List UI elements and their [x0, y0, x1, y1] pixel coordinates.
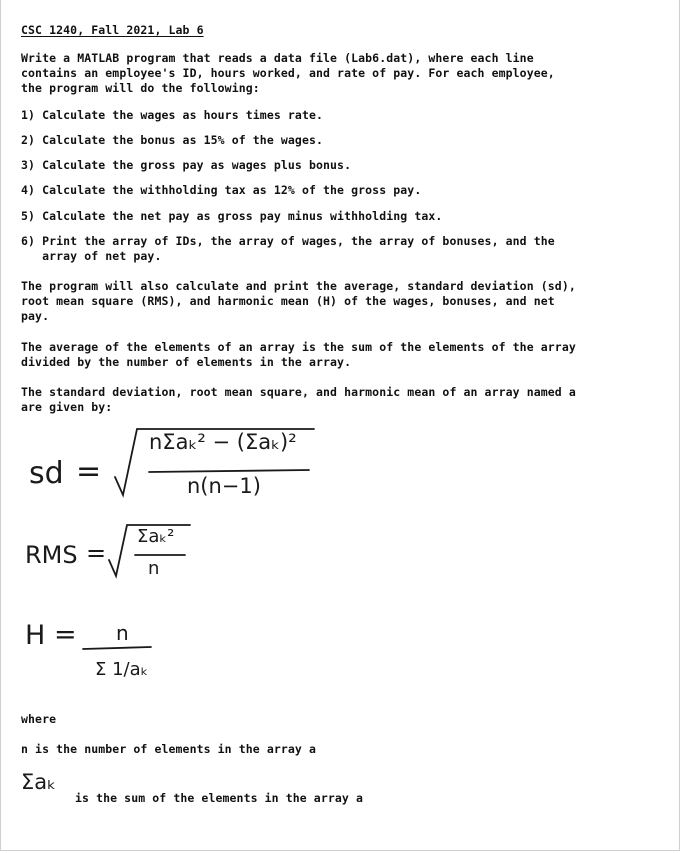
step-5: 5) Calculate the net pay as gross pay minus withholding tax.	[21, 209, 443, 223]
stats-line-2: root mean square (RMS), and harmonic mean (H) of the wages, bonuses, and net	[21, 294, 555, 308]
stats-line-1: The program will also calculate and print the average, standard deviation (sd),	[21, 279, 576, 293]
h-equals: =	[54, 619, 77, 650]
where-label: where	[21, 712, 57, 726]
intro-line-2: contains an employee's ID, hours worked, and rate of pay. For each employee,	[21, 66, 555, 80]
sd-numerator: nΣaₖ² − (Σaₖ)²	[149, 430, 297, 454]
intro-line-3: the program will do the following:	[21, 81, 260, 95]
step-4: 4) Calculate the withholding tax as 12% of the gross pay.	[21, 183, 422, 197]
formulas-intro-line-1: The standard deviation, root mean square, and harmonic mean of an array named a	[21, 385, 576, 399]
rms-denominator: n	[148, 558, 160, 579]
step-1: 1) Calculate the wages as hours times rate.	[21, 108, 324, 122]
step-2: 2) Calculate the bonus as 15% of the wages.	[21, 133, 324, 147]
sum-definition: is the sum of the elements in the array a	[75, 791, 363, 805]
step-6-continued: array of net pay.	[21, 249, 162, 263]
intro-line-1: Write a MATLAB program that reads a data file (Lab6.dat), where each line	[21, 51, 534, 65]
average-line-2: divided by the number of elements in the array.	[21, 355, 352, 369]
h-numerator: n	[116, 621, 129, 645]
step-3: 3) Calculate the gross pay as wages plus bonus.	[21, 158, 352, 172]
sd-denominator: n(n−1)	[187, 474, 261, 498]
sd-lhs: sd	[29, 456, 64, 491]
h-denominator: Σ 1/aₖ	[95, 659, 149, 680]
average-line-1: The average of the elements of an array is the sum of the elements of the array	[21, 340, 576, 354]
document-title: CSC 1240, Fall 2021, Lab 6	[21, 23, 204, 37]
rms-lhs: RMS	[25, 541, 78, 569]
rms-equals: =	[86, 539, 107, 567]
rms-numerator: Σaₖ²	[137, 526, 175, 547]
sd-equals: =	[76, 454, 102, 489]
stats-line-3: pay.	[21, 309, 50, 323]
h-fraction-bar	[81, 645, 161, 655]
n-definition: n is the number of elements in the array a	[21, 742, 316, 756]
sum-symbol: Σaₖ	[21, 770, 57, 794]
step-6: 6) Print the array of IDs, the array of wages, the array of bonuses, and the	[21, 234, 555, 248]
h-lhs: H	[25, 620, 46, 651]
formulas-intro-line-2: are given by:	[21, 400, 113, 414]
